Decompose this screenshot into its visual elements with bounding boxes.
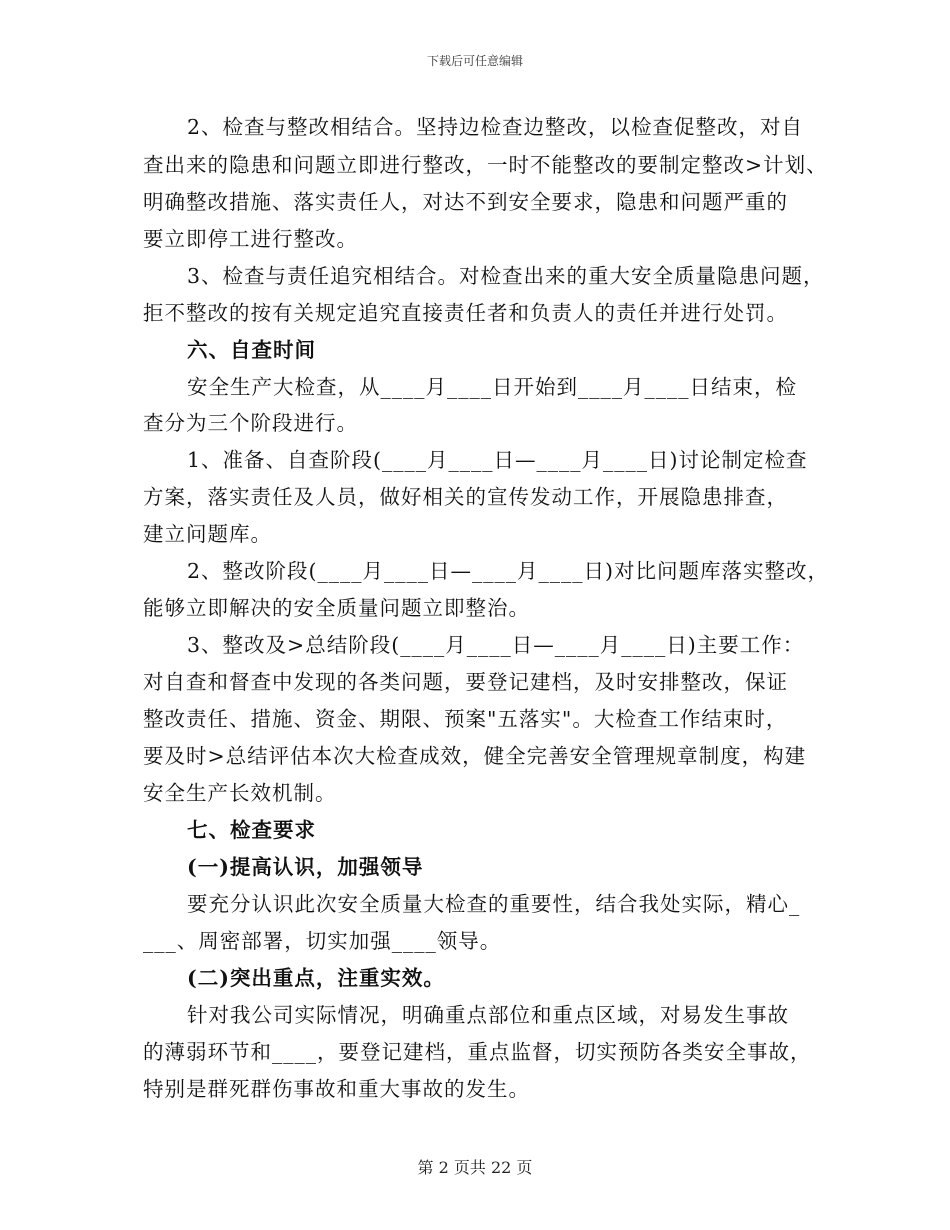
paragraph-line: 特别是群死群伤事故和重大事故的发生。 bbox=[143, 1077, 530, 1101]
paragraph-line: 整改责任、措施、资金、期限、预案"五落实"。大检查工作结束时， bbox=[143, 707, 788, 731]
paragraph-line: 查出来的隐患和问题立即进行整改，一时不能整改的要制定整改>计划、 bbox=[143, 153, 828, 177]
paragraph-line: 2、整改阶段(____月____日—____月____日)对比问题库落实整改， bbox=[187, 559, 830, 583]
subsection-heading: (二)突出重点，注重实效。 bbox=[187, 966, 445, 990]
paragraph-line: 针对我公司实际情况，明确重点部位和重点区域，对易发生事故 bbox=[187, 1003, 789, 1027]
paragraph-line: 要及时>总结评估本次大检查成效，健全完善安全管理规章制度，构建 bbox=[143, 744, 807, 768]
page-footer: 第 2 页共 22 页 bbox=[417, 1158, 533, 1177]
subsection-heading: (一)提高认识，加强领导 bbox=[187, 855, 424, 879]
paragraph-line: 3、整改及>总结阶段(____月____日—____月____日)主要工作： bbox=[187, 633, 805, 657]
paragraph-line: 要立即停工进行整改。 bbox=[143, 227, 358, 251]
paragraph-line: 对自查和督查中发现的各类问题，要登记建档，及时安排整改，保证 bbox=[143, 670, 788, 694]
paragraph-line: 明确整改措施、落实责任人，对达不到安全要求，隐患和问题严重的 bbox=[143, 190, 788, 214]
paragraph-line: 的薄弱环节和____，要登记建档，重点监督，切实预防各类安全事故， bbox=[143, 1040, 812, 1064]
paragraph-line: 2、检查与整改相结合。坚持边检查边整改，以检查促整改，对自 bbox=[187, 115, 804, 139]
section-heading: 七、检查要求 bbox=[187, 818, 316, 842]
paragraph-line: 能够立即解决的安全质量问题立即整治。 bbox=[143, 596, 530, 620]
paragraph-line: 建立问题库。 bbox=[143, 522, 272, 546]
paragraph-line: 拒不整改的按有关规定追究直接责任者和负责人的责任并进行处罚。 bbox=[143, 301, 788, 325]
paragraph-line: ___、周密部署，切实加强____领导。 bbox=[143, 929, 502, 953]
page-header: 下载后可任意编辑 bbox=[426, 54, 523, 68]
paragraph-line: 查分为三个阶段进行。 bbox=[143, 411, 358, 435]
paragraph-line: 1、准备、自查阶段(____月____日—____月____日)讨论制定检查 bbox=[187, 448, 808, 472]
section-heading: 六、自查时间 bbox=[187, 338, 316, 362]
paragraph-line: 3、检查与责任追究相结合。对检查出来的重大安全质量隐患问题， bbox=[187, 264, 825, 288]
paragraph-line: 要充分认识此次安全质量大检查的重要性，结合我处实际，精心_ bbox=[187, 892, 801, 916]
paragraph-line: 安全生产长效机制。 bbox=[143, 781, 337, 805]
paragraph-line: 安全生产大检查，从____月____日开始到____月____日结束，检 bbox=[187, 375, 797, 399]
paragraph-line: 方案，落实责任及人员，做好相关的宣传发动工作，开展隐患排查， bbox=[143, 485, 788, 509]
